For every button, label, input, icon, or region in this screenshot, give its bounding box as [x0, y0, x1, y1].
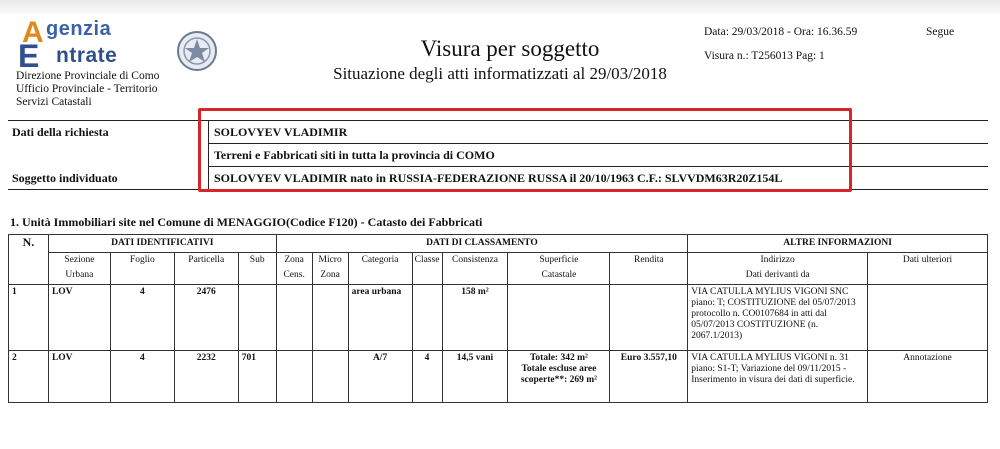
- cell-indirizzo: VIA CATULLA MYLIUS VIGONI SNC piano: T; COSTITUZIONE del 05/07/2013 protocollo n. CO0107684 in atti dal 05/07/2013 COSTITUZIONE (n. 2067.1/2013): [688, 285, 868, 351]
- cell-consistenza: 14,5 vani: [442, 351, 508, 403]
- office-line: Direzione Provinciale di Como: [16, 70, 160, 82]
- group-altre: ALTRE INFORMAZIONI: [688, 235, 988, 253]
- segue-label: Segue: [926, 26, 955, 38]
- cell-classe: 4: [412, 351, 442, 403]
- logo-letter-e: E: [18, 38, 40, 74]
- request-label: Dati della richiesta: [12, 125, 109, 139]
- italian-republic-emblem-icon: [176, 30, 218, 72]
- office-line: Ufficio Provinciale - Territorio: [16, 83, 158, 95]
- cell-zona: [276, 285, 312, 351]
- cell-classe: [412, 285, 442, 351]
- cell-particella: 2232: [174, 351, 238, 403]
- col-rendita: Rendita: [610, 253, 688, 285]
- cell-indirizzo: VIA CATULLA MYLIUS VIGONI n. 31 piano: S1-T; Variazione del 09/11/2015 - Inserimento in visura dei dati di superficie.: [688, 351, 868, 403]
- date-time: Data: 29/03/2018 - Ora: 16.36.59: [704, 26, 858, 38]
- highlight-box: [198, 108, 852, 192]
- col-consistenza: Consistenza: [442, 253, 508, 285]
- col-superficie: Superficie Catastale: [508, 253, 610, 285]
- cell-n: 2: [9, 351, 49, 403]
- col-ulteriori: Dati ulteriori: [868, 253, 988, 285]
- top-edge-band: [0, 0, 1000, 14]
- cell-ulteriori: [868, 285, 988, 351]
- col-indirizzo: Indirizzo Dati derivanti da: [688, 253, 868, 285]
- document-subtitle: Situazione degli atti informatizzati al 29/03/2018: [333, 64, 667, 83]
- cell-sezione: LOV: [48, 351, 110, 403]
- table-group-header: [9, 235, 988, 253]
- cell-categoria: A/7: [348, 351, 412, 403]
- agenzia-entrate-logo: [16, 16, 206, 72]
- group-identificativi: DATI IDENTIFICATIVI: [48, 235, 276, 253]
- subject-details: SOLOVYEV VLADIMIR nato in RUSSIA-FEDERAZIONE RUSSA il 20/10/1963 C.F.: SLVVDM63R20Z154L: [214, 171, 783, 185]
- cell-superficie: Totale: 342 m² Totale escluse aree scoperte**: 269 m²: [508, 351, 610, 403]
- cell-ulteriori: Annotazione: [868, 351, 988, 403]
- office-info: [16, 70, 159, 109]
- cell-particella: 2476: [174, 285, 238, 351]
- request-scope: Terreni e Fabbricati siti in tutta la provincia di COMO: [214, 148, 495, 162]
- visura-number: Visura n.: T256013 Pag: 1: [704, 50, 825, 62]
- logo-word-genzia: genzia: [46, 18, 112, 40]
- logo-letter-a: A: [22, 16, 45, 49]
- col-foglio: Foglio: [110, 253, 174, 285]
- col-particella: Particella: [174, 253, 238, 285]
- section-title: 1. Unità Immobiliari site nel Comune di MENAGGIO(Codice F120) - Catasto dei Fabbricati: [10, 215, 483, 229]
- cell-sub: 701: [238, 351, 276, 403]
- col-sub: Sub: [238, 253, 276, 285]
- request-name: SOLOVYEV VLADIMIR: [214, 125, 348, 139]
- col-classe: Classe: [412, 253, 442, 285]
- cell-superficie: [508, 285, 610, 351]
- col-n: N.: [9, 235, 49, 285]
- cell-consistenza: 158 m²: [442, 285, 508, 351]
- cell-sub: [238, 285, 276, 351]
- logo-word-ntrate: ntrate: [56, 44, 118, 67]
- table-row: [9, 285, 988, 351]
- table-row: [9, 351, 988, 403]
- office-line: Servizi Catastali: [16, 96, 92, 108]
- subject-label: Soggetto individuato: [12, 171, 118, 185]
- cell-n: 1: [9, 285, 49, 351]
- cell-rendita: Euro 3.557,10: [610, 351, 688, 403]
- table-column-header: [9, 253, 988, 285]
- cell-foglio: 4: [110, 351, 174, 403]
- col-zona: Zona Cens.: [276, 253, 312, 285]
- cell-categoria: area urbana: [348, 285, 412, 351]
- col-sezione: Sezione Urbana: [48, 253, 110, 285]
- col-micro: Micro Zona: [312, 253, 348, 285]
- document-title: Visura per soggetto: [420, 36, 600, 61]
- cell-foglio: 4: [110, 285, 174, 351]
- cell-sezione: LOV: [48, 285, 110, 351]
- property-table: [8, 234, 988, 403]
- cell-zona: [276, 351, 312, 403]
- group-classamento: DATI DI CLASSAMENTO: [276, 235, 688, 253]
- cell-rendita: [610, 285, 688, 351]
- cell-micro: [312, 285, 348, 351]
- cell-micro: [312, 351, 348, 403]
- col-categoria: Categoria: [348, 253, 412, 285]
